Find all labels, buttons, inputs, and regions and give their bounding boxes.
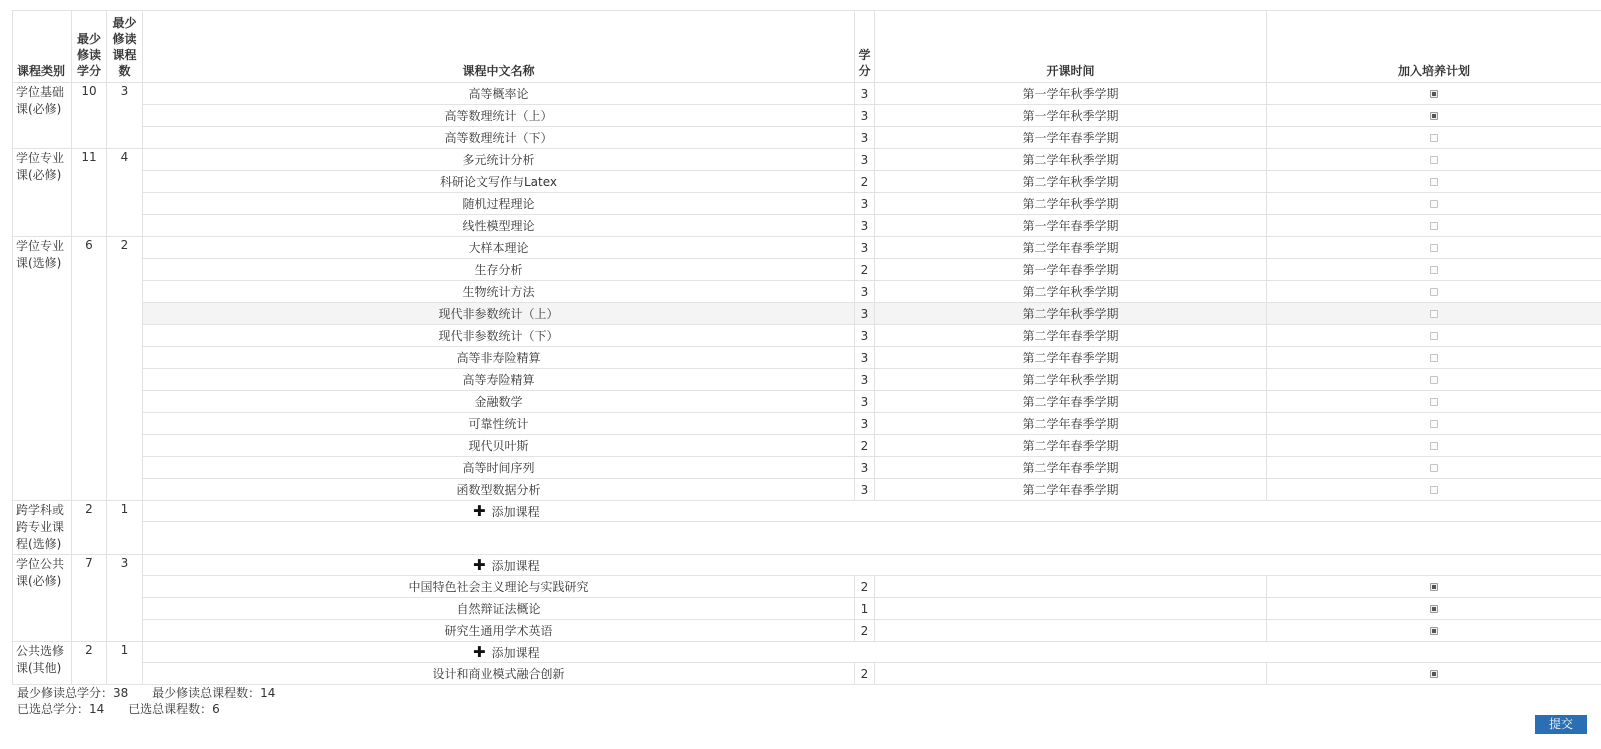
- course-semester: [875, 576, 1267, 598]
- course-row: [13, 413, 1601, 435]
- course-name: 高等概率论: [143, 83, 855, 105]
- course-semester: 第二学年春季学期: [875, 347, 1267, 369]
- min-credits-cell: 2: [72, 642, 107, 685]
- min-total-courses-value: 14: [260, 686, 276, 700]
- course-name: 高等时间序列: [143, 457, 855, 479]
- course-credit: 3: [855, 303, 875, 325]
- add-course-cell: [143, 555, 1601, 576]
- course-credit: 3: [855, 479, 875, 501]
- add-to-plan-cell: [1267, 215, 1601, 237]
- course-row: [13, 479, 1601, 501]
- course-semester: 第二学年秋季学期: [875, 281, 1267, 303]
- checkbox[interactable]: [1430, 200, 1438, 208]
- course-row: [13, 149, 1601, 171]
- checkbox[interactable]: [1430, 354, 1438, 362]
- course-name: 现代非参数统计（下）: [143, 325, 855, 347]
- min-credits-cell: 2: [72, 501, 107, 555]
- course-name: 自然辩证法概论: [143, 598, 855, 620]
- course-name: 现代非参数统计（上）: [143, 303, 855, 325]
- course-row: [13, 259, 1601, 281]
- checked-checkbox[interactable]: [1430, 112, 1438, 120]
- checkbox[interactable]: [1430, 376, 1438, 384]
- course-name: 研究生通用学术英语: [143, 620, 855, 642]
- course-row: [13, 457, 1601, 479]
- course-credit: 3: [855, 457, 875, 479]
- add-to-plan-cell: [1267, 325, 1601, 347]
- course-semester: 第二学年春季学期: [875, 413, 1267, 435]
- add-to-plan-cell: [1267, 193, 1601, 215]
- add-course-row: [13, 642, 1601, 663]
- course-credit: 2: [855, 620, 875, 642]
- course-credit: 3: [855, 215, 875, 237]
- min-credits-cell: 7: [72, 555, 107, 642]
- add-to-plan-cell: [1267, 237, 1601, 259]
- min-total-credits-label: 最少修读总学分：: [17, 686, 114, 700]
- course-semester: 第二学年春季学期: [875, 325, 1267, 347]
- category-cell: 学位专业课(选修): [13, 237, 72, 501]
- course-semester: [875, 663, 1267, 685]
- add-to-plan-cell: [1267, 435, 1601, 457]
- course-credit: 3: [855, 391, 875, 413]
- category-cell: 跨学科或跨专业课程(选修): [13, 501, 72, 555]
- checkbox[interactable]: [1430, 222, 1438, 230]
- course-name: 中国特色社会主义理论与实践研究: [143, 576, 855, 598]
- min-credits-cell: 10: [72, 83, 107, 149]
- course-row: [13, 105, 1601, 127]
- course-row: [13, 193, 1601, 215]
- add-to-plan-cell: [1267, 391, 1601, 413]
- plus-icon: ✚: [473, 501, 486, 520]
- course-credit: 3: [855, 193, 875, 215]
- add-course-label: 添加课程: [491, 504, 540, 519]
- course-credit: 2: [855, 171, 875, 193]
- checkbox[interactable]: [1430, 420, 1438, 428]
- course-semester: 第一学年秋季学期: [875, 105, 1267, 127]
- course-name: 生物统计方法: [143, 281, 855, 303]
- course-row: [13, 391, 1601, 413]
- course-name: 随机过程理论: [143, 193, 855, 215]
- add-to-plan-cell: [1267, 413, 1601, 435]
- checkbox[interactable]: [1430, 156, 1438, 164]
- category-cell: 学位公共课(必修): [13, 555, 72, 642]
- course-row: [13, 369, 1601, 391]
- course-semester: 第一学年秋季学期: [875, 83, 1267, 105]
- add-to-plan-cell: [1267, 663, 1601, 685]
- checkbox[interactable]: [1430, 486, 1438, 494]
- course-name: 高等寿险精算: [143, 369, 855, 391]
- course-semester: 第一学年春季学期: [875, 259, 1267, 281]
- header-add-to-plan: 加入培养计划: [1267, 11, 1601, 83]
- header-min-credits: 最少修读学分: [72, 11, 107, 83]
- checkbox[interactable]: [1430, 178, 1438, 186]
- add-course-cell: [143, 501, 1601, 522]
- course-credit: 3: [855, 347, 875, 369]
- course-row: [13, 347, 1601, 369]
- course-name: 科研论文写作与Latex: [143, 171, 855, 193]
- course-credit: 3: [855, 127, 875, 149]
- course-credit: 3: [855, 83, 875, 105]
- header-category: 课程类别: [13, 11, 72, 83]
- selected-courses-value: 6: [212, 702, 220, 716]
- course-row: [13, 127, 1601, 149]
- course-credit: 1: [855, 598, 875, 620]
- header-semester: 开课时间: [875, 11, 1267, 83]
- course-name: 函数型数据分析: [143, 479, 855, 501]
- add-to-plan-cell: [1267, 83, 1601, 105]
- add-to-plan-cell: [1267, 598, 1601, 620]
- checked-checkbox[interactable]: [1430, 605, 1438, 613]
- course-name: 多元统计分析: [143, 149, 855, 171]
- course-name: 高等数理统计（上）: [143, 105, 855, 127]
- course-row: [13, 281, 1601, 303]
- course-credit: 3: [855, 237, 875, 259]
- course-credit: 2: [855, 259, 875, 281]
- add-to-plan-cell: [1267, 620, 1601, 642]
- course-name: 设计和商业模式融合创新: [143, 663, 855, 685]
- course-semester: 第一学年春季学期: [875, 215, 1267, 237]
- min-total-courses-label: 最少修读总课程数：: [152, 686, 261, 700]
- empty-cell: [143, 522, 1601, 555]
- header-min-courses: 最少修读课程数: [107, 11, 143, 83]
- checkbox[interactable]: [1430, 464, 1438, 472]
- course-semester: 第二学年秋季学期: [875, 369, 1267, 391]
- course-semester: [875, 620, 1267, 642]
- add-to-plan-cell: [1267, 149, 1601, 171]
- add-to-plan-cell: [1267, 281, 1601, 303]
- add-to-plan-cell: [1267, 369, 1601, 391]
- checked-checkbox[interactable]: [1430, 90, 1438, 98]
- min-courses-cell: 2: [107, 237, 143, 501]
- add-course-cell: [143, 642, 1601, 663]
- course-row: [13, 83, 1601, 105]
- course-row: [13, 215, 1601, 237]
- course-name: 生存分析: [143, 259, 855, 281]
- checkbox[interactable]: [1430, 244, 1438, 252]
- min-courses-cell: 3: [107, 83, 143, 149]
- summary-line-minimums: [17, 684, 295, 701]
- summary-line-selected: [17, 700, 240, 717]
- course-name: 高等非寿险精算: [143, 347, 855, 369]
- course-row: [13, 237, 1601, 259]
- checked-checkbox[interactable]: [1430, 670, 1438, 678]
- checkbox[interactable]: [1430, 442, 1438, 450]
- checked-checkbox[interactable]: [1430, 627, 1438, 635]
- course-name: 可靠性统计: [143, 413, 855, 435]
- add-course-row: [13, 501, 1601, 522]
- course-credit: 2: [855, 435, 875, 457]
- course-semester: 第二学年春季学期: [875, 391, 1267, 413]
- min-courses-cell: 4: [107, 149, 143, 237]
- min-credits-cell: 6: [72, 237, 107, 501]
- course-semester: 第二学年春季学期: [875, 435, 1267, 457]
- checkbox[interactable]: [1430, 266, 1438, 274]
- course-credit: 3: [855, 281, 875, 303]
- course-credit: 2: [855, 663, 875, 685]
- course-semester: 第二学年春季学期: [875, 237, 1267, 259]
- course-credit: 2: [855, 576, 875, 598]
- course-name: 大样本理论: [143, 237, 855, 259]
- category-cell: 学位基础课(必修): [13, 83, 72, 149]
- add-to-plan-cell: [1267, 576, 1601, 598]
- min-courses-cell: 1: [107, 501, 143, 555]
- add-course-row: [13, 555, 1601, 576]
- course-row: [13, 303, 1601, 325]
- course-name: 现代贝叶斯: [143, 435, 855, 457]
- course-row: [13, 598, 1601, 620]
- add-course-button[interactable]: [473, 555, 540, 574]
- add-to-plan-cell: [1267, 457, 1601, 479]
- course-name: 线性模型理论: [143, 215, 855, 237]
- course-semester: 第二学年秋季学期: [875, 171, 1267, 193]
- course-table-body: [13, 83, 1601, 685]
- plus-icon: ✚: [473, 555, 486, 574]
- course-row: [13, 576, 1601, 598]
- course-semester: 第二学年春季学期: [875, 479, 1267, 501]
- category-cell: 学位专业课(必修): [13, 149, 72, 237]
- course-credit: 3: [855, 149, 875, 171]
- course-credit: 3: [855, 369, 875, 391]
- add-to-plan-cell: [1267, 303, 1601, 325]
- course-semester: 第二学年春季学期: [875, 457, 1267, 479]
- min-courses-cell: 3: [107, 555, 143, 642]
- checkbox[interactable]: [1430, 134, 1438, 142]
- header-course-name: 课程中文名称: [143, 11, 855, 83]
- plus-icon: ✚: [473, 642, 486, 661]
- course-row: [13, 171, 1601, 193]
- add-to-plan-cell: [1267, 171, 1601, 193]
- header-credit: 学分: [855, 11, 875, 83]
- course-semester: 第一学年春季学期: [875, 127, 1267, 149]
- course-semester: [875, 598, 1267, 620]
- course-credit: 3: [855, 413, 875, 435]
- selected-courses-label: 已选总课程数：: [128, 702, 213, 716]
- min-courses-cell: 1: [107, 642, 143, 685]
- training-plan-table: [12, 10, 1601, 685]
- add-to-plan-cell: [1267, 347, 1601, 369]
- course-semester: 第二学年秋季学期: [875, 149, 1267, 171]
- course-row: [13, 663, 1601, 685]
- add-to-plan-cell: [1267, 127, 1601, 149]
- checked-checkbox[interactable]: [1430, 583, 1438, 591]
- course-name: 金融数学: [143, 391, 855, 413]
- course-semester: 第二学年秋季学期: [875, 193, 1267, 215]
- min-credits-cell: 11: [72, 149, 107, 237]
- selected-credits-value: 14: [89, 702, 105, 716]
- add-to-plan-cell: [1267, 259, 1601, 281]
- add-course-label: 添加课程: [491, 558, 540, 573]
- category-cell: 公共选修课(其他): [13, 642, 72, 685]
- add-to-plan-cell: [1267, 105, 1601, 127]
- checkbox[interactable]: [1430, 310, 1438, 318]
- course-credit: 3: [855, 105, 875, 127]
- course-semester: 第二学年秋季学期: [875, 303, 1267, 325]
- course-credit: 3: [855, 325, 875, 347]
- add-to-plan-cell: [1267, 479, 1601, 501]
- course-row: [13, 435, 1601, 457]
- selected-credits-label: 已选总学分：: [17, 702, 90, 716]
- add-course-button[interactable]: [473, 501, 540, 520]
- empty-row: [13, 522, 1601, 555]
- course-row: [13, 620, 1601, 642]
- min-total-credits-value: 38: [113, 686, 129, 700]
- submit-button[interactable]: 提交: [1535, 715, 1587, 734]
- add-course-button[interactable]: [473, 642, 540, 661]
- checkbox[interactable]: [1430, 398, 1438, 406]
- add-course-label: 添加课程: [491, 645, 540, 660]
- checkbox[interactable]: [1430, 332, 1438, 340]
- course-row: [13, 325, 1601, 347]
- checkbox[interactable]: [1430, 288, 1438, 296]
- course-name: 高等数理统计（下）: [143, 127, 855, 149]
